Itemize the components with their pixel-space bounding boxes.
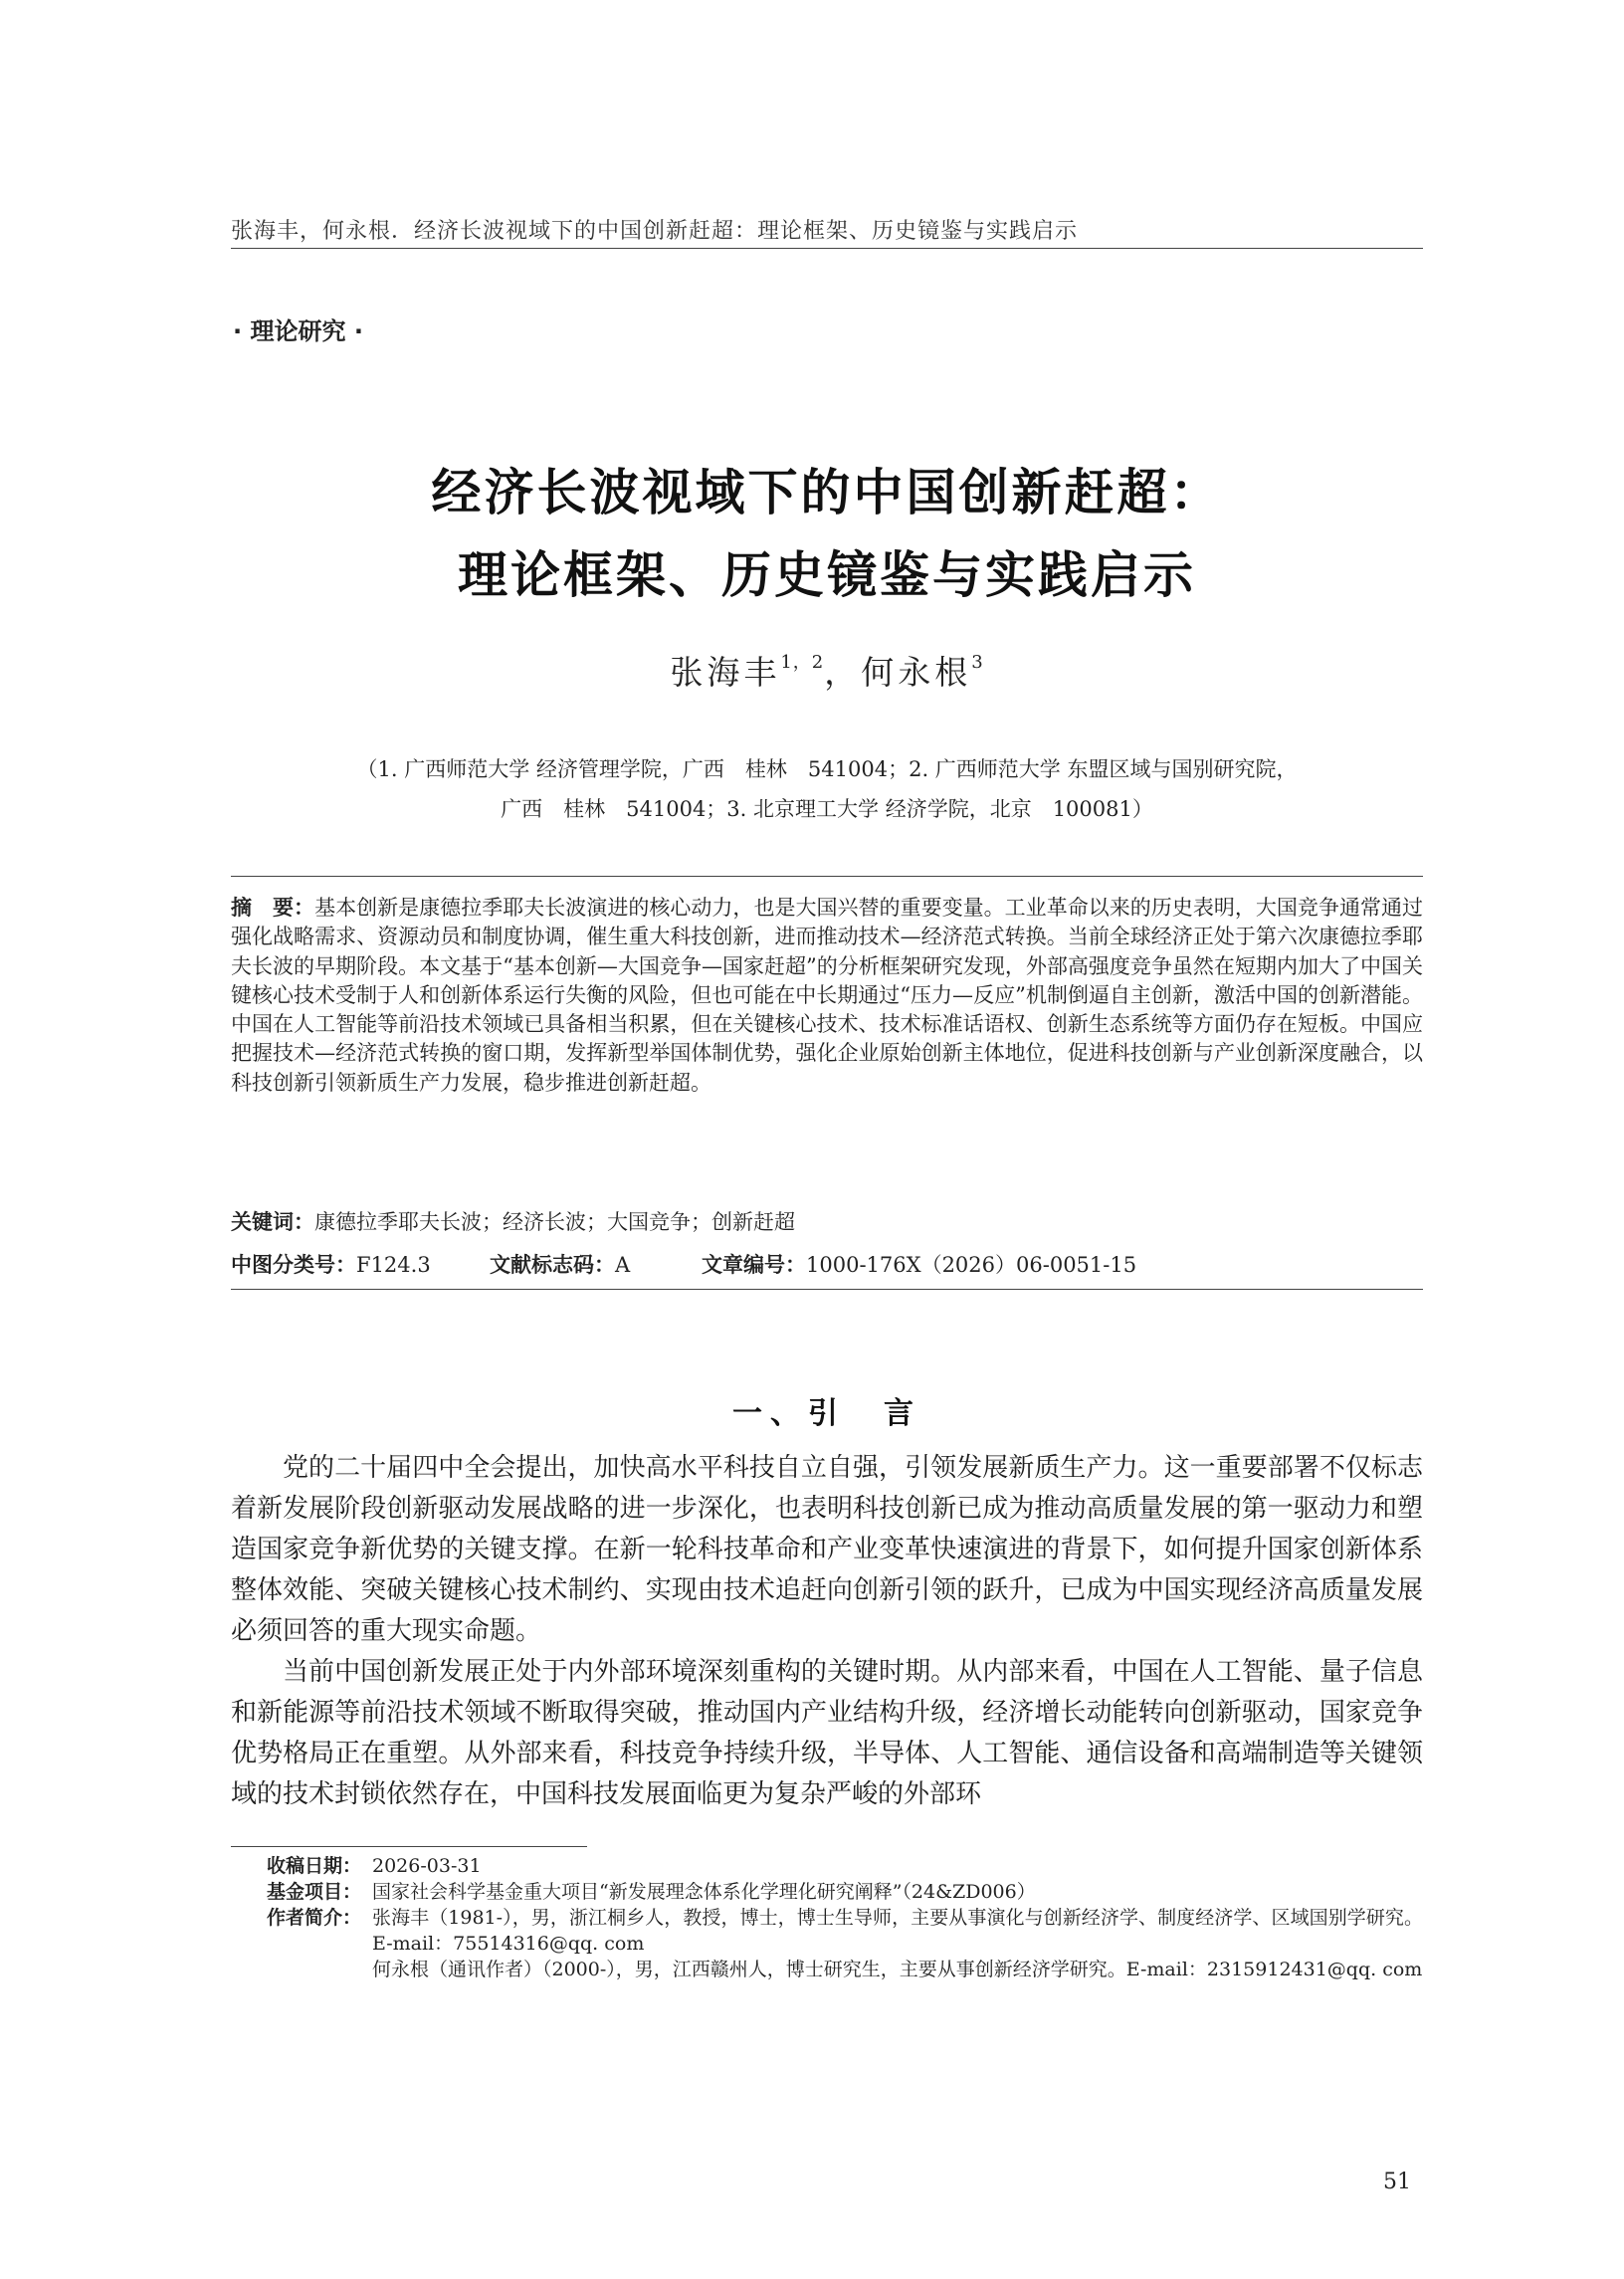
article-number-label: 文章编号： [702, 1253, 806, 1277]
author-bio-1: 张海丰（1981-），男，浙江桐乡人，教授，博士，博士生导师，主要从事演化与创新经济学、制度经济学、区域国别学研究。E-mail：75514316@qq. com [372, 1907, 1423, 1955]
article-number-value: 1000-176X（2026）06-0051-15 [806, 1253, 1137, 1277]
document-code [490, 1249, 630, 1279]
received-label: 收稿日期： [267, 1855, 362, 1877]
title-line-1: 经济长波视域下的中国创新赶超： [431, 464, 1223, 521]
abstract-bottom-rule [231, 1289, 1423, 1290]
author-separator: ， [824, 653, 862, 692]
clc-number [231, 1249, 431, 1279]
footnotes [267, 1853, 1423, 1982]
section-tag: · 理论研究 · [233, 317, 363, 345]
affiliation-line-1: （1. 广西师范大学 经济管理学院，广西 桂林 541004；2. 广西师范大学 东盟区域与国别研究院， [356, 757, 1298, 781]
keywords [231, 1206, 795, 1236]
keywords-text: 康德拉季耶夫长波；经济长波；大国竞争；创新赶超 [314, 1210, 795, 1234]
fund-label: 基金项目： [267, 1881, 362, 1903]
body-text [231, 1448, 1423, 1815]
title-line-2: 理论框架、历史镜鉴与实践启示 [458, 546, 1196, 604]
affiliation-line-2: 广西 桂林 541004；3. 北京理工大学 经济学院，北京 100081） [501, 797, 1153, 821]
running-header: 张海丰，何永根．经济长波视域下的中国创新赶超：理论框架、历史镜鉴与实践启示 [231, 219, 1079, 244]
clc-value: F124.3 [356, 1253, 431, 1277]
fund-text: 国家社会科学基金重大项目“新发展理念体系化学理化研究阐释”（24&ZD006） [372, 1881, 1036, 1903]
footnote-rule [231, 1846, 587, 1847]
keywords-label: 关键词： [231, 1210, 314, 1234]
abstract-label: 摘 要： [231, 896, 315, 920]
author-bio-2: 何永根（通讯作者）（2000-），男，江西赣州人，博士研究生，主要从事创新经济学研究。E-mail：2315912431@qq. com [372, 1959, 1423, 1980]
author-affiliation-mark: 1，2 [780, 652, 825, 673]
document-code-value: A [615, 1253, 631, 1277]
author-name: 何永根 [861, 653, 972, 692]
section-heading: 一、引 言 [732, 1396, 921, 1431]
page-number: 51 [1383, 2170, 1411, 2194]
author-line [231, 647, 1423, 694]
abstract-text: 基本创新是康德拉季耶夫长波演进的核心动力，也是大国兴替的重要变量。工业革命以来的历史表明，大国竞争通常通过强化战略需求、资源动员和制度协调，催生重大科技创新，进而推动技术—经济范式转换。当前全球经济正处于第六次康德拉季耶夫长波的早期阶段。本文基于“基本创新—大国竞争—国家赶超”的分析框架研究发现，外部高强度竞争虽然在短期内加大了中国关键核心技术受制于人和创新体系运行失衡的风险，但也可能在中长期通过“压力—反应”机制倒逼自主创新，激活中国的创新潜能。中国在人工智能等前沿技术领域已具备相当积累，但在关键核心技术、技术标准话语权、创新生态系统等方面仍存在短板。中国应把握技术—经济范式转换的窗口期，发挥新型举国体制优势，强化企业原始创新主体地位，促进科技创新与产业创新深度融合，以科技创新引领新质生产力发展，稳步推进创新赶超。 [231, 896, 1424, 1095]
footnote-received [267, 1853, 1423, 1879]
header-rule [231, 248, 1423, 249]
footnote-author [267, 1905, 1423, 1982]
received-date: 2026-03-31 [372, 1855, 482, 1877]
author-bios [372, 1905, 1423, 1982]
author-affiliation-mark: 3 [971, 652, 984, 673]
abstract-top-rule [231, 876, 1423, 877]
body-paragraph: 党的二十届四中全会提出，加快高水平科技自立自强，引领发展新质生产力。这一重要部署不仅标志着新发展阶段创新驱动发展战略的进一步深化，也表明科技创新已成为推动高质量发展的第一驱动力和塑造国家竞争新优势的关键支撑。在新一轮科技革命和产业变革快速演进的背景下，如何提升国家创新体系整体效能、突破关键核心技术制约、实现由技术追赶向创新引领的跃升，已成为中国实现经济高质量发展必须回答的重大现实命题。 [231, 1453, 1423, 1646]
author-bio-label: 作者简介： [267, 1907, 362, 1929]
article-number [702, 1249, 1136, 1279]
footnote-fund [267, 1879, 1423, 1905]
abstract [231, 894, 1423, 1098]
clc-label: 中图分类号： [231, 1253, 356, 1277]
body-paragraph: 当前中国创新发展正处于内外部环境深刻重构的关键时期。从内部来看，中国在人工智能、量子信息和新能源等前沿技术领域不断取得突破，推动国内产业结构升级，经济增长动能转向创新驱动，国家竞争优势格局正在重塑。从外部来看，科技竞争持续升级，半导体、人工智能、通信设备和高端制造等关键领域的技术封锁依然存在，中国科技发展面临更为复杂严峻的外部环 [231, 1657, 1423, 1809]
author-name: 张海丰 [670, 653, 781, 692]
document-code-label: 文献标志码： [490, 1253, 615, 1277]
